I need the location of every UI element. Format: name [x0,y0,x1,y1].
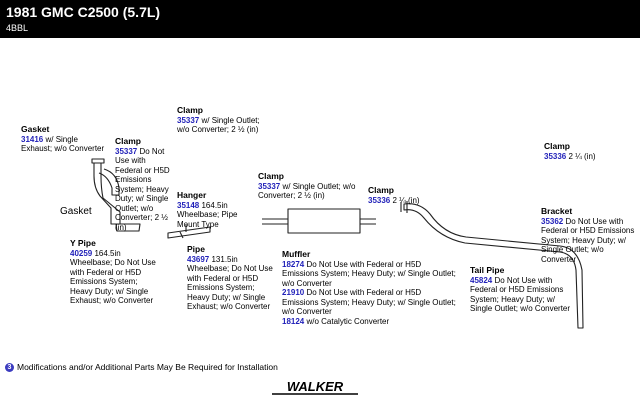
muffler-callout [282,250,457,326]
clamp-tail-part-number[interactable]: 35336 [368,195,391,205]
pipe-desc: 131.5in Wheelbase; Do Not Use with Federal or H5D Emissions System; Heavy Duty; w/ Single Exhaust; w/o Converter [187,254,273,311]
clamp-left-callout [115,137,172,232]
ypipe-desc: 164.5in Wheelbase; Do Not Use with Federal or H5D Emissions System; Heavy Duty; w/ Single Exhaust; w/o Converter [70,248,156,305]
muffler-desc-1: Do Not Use with Federal or H5D Emissions System; Heavy Duty; w/ Single Outlet; w/o Converter [282,259,456,288]
clamp-tail-callout [368,186,428,205]
clamp-top-desc: w/ Single Outlet; w/o Converter; 2 ½ (in) [177,115,260,134]
clamp-mid-callout [258,172,356,201]
hanger-desc: 164.5in Wheelbase; Pipe Mount Type [177,200,238,229]
gasket-label: Gasket [60,206,92,217]
tailpipe-desc: Do Not Use with Federal or H5D Emissions System; Heavy Duty; w/ Single Outlet; w/o Converter [470,275,571,313]
muffler-part-number-3[interactable]: 18124 [282,316,305,326]
muffler-shape [288,209,360,233]
clamp-right-desc: 2 ¼ (in) [566,151,596,161]
bracket-callout [541,207,637,264]
ypipe-callout [70,239,158,306]
hanger-part-number[interactable]: 35148 [177,200,200,210]
page-title: 1981 GMC C2500 (5.7L) [6,4,161,20]
gasket-callout [21,125,111,154]
clamp-left-part-number[interactable]: 35337 [115,146,138,156]
clamp-top-part-number[interactable]: 35337 [177,115,200,125]
clamp-right-name: Clamp [544,141,570,151]
clamp-right-part-number[interactable]: 35336 [544,151,567,161]
muffler-part-number-2[interactable]: 21910 [282,288,305,297]
clamp-mid-part-number[interactable]: 35337 [258,181,281,191]
muffler-outlet-shape [360,219,376,224]
bracket-name: Bracket [541,206,573,216]
gasket-name: Gasket [21,124,50,134]
clamp-left-name: Clamp [115,136,141,146]
bracket-desc: Do Not Use with Federal or H5D Emissions System; Heavy Duty; w/ Single Outlet; w/o Converter [541,216,635,264]
clamp-top-name: Clamp [177,105,203,115]
header-bar [0,0,640,38]
pipe-name: Pipe [187,244,205,254]
clamp-mid-name: Clamp [258,171,284,181]
installation-note-text: Modifications and/or Additional Parts May Be Required for Installation [17,362,278,372]
muffler-part-number-1[interactable]: 18274 [282,259,305,269]
ypipe-part-number[interactable]: 40259 [70,248,93,258]
muffler-name: Muffler [282,249,311,259]
walker-logo-text: WALKER [286,379,344,394]
clamp-tail-desc: 2 ¼ (in) [390,195,420,205]
ypipe-name: Y Pipe [70,238,96,248]
gasket-desc: w/ Single Exhaust; w/o Converter [21,134,105,153]
pipe-part-number[interactable]: 43697 [187,254,210,264]
clamp-mid-desc: w/ Single Outlet; w/o Converter; 2 ½ (in) [258,181,356,200]
clamp-top-callout [177,106,272,135]
muffler-inlet-shape [262,219,288,224]
hanger-callout [177,191,247,229]
bracket-part-number[interactable]: 35362 [541,216,564,226]
pipe-callout [187,245,277,312]
info-badge-icon: 3 [5,363,14,372]
clamp-left-desc: Do Not Use with Federal or H5D Emissions System; Heavy Duty; w/ Single Outlet; w/o Converter; 2 ½ (in) [115,146,170,232]
installation-note [5,362,278,372]
page-subtitle: 4BBL [6,23,29,33]
gasket-part-number[interactable]: 31416 [21,134,44,144]
tailpipe-part-number[interactable]: 45824 [470,275,493,285]
hanger-name: Hanger [177,190,207,200]
tailpipe-callout [470,266,575,314]
walker-logo [270,376,360,398]
clamp-tail-name: Clamp [368,185,394,195]
muffler-desc-2: Do Not Use with Federal or H5D Emissions System; Heavy Duty; w/ Single Outlet; w/o Converter [282,288,456,316]
muffler-desc-3: w/o Catalytic Converter [304,316,390,326]
clamp-right-callout [544,142,624,161]
tailpipe-name: Tail Pipe [470,265,505,275]
